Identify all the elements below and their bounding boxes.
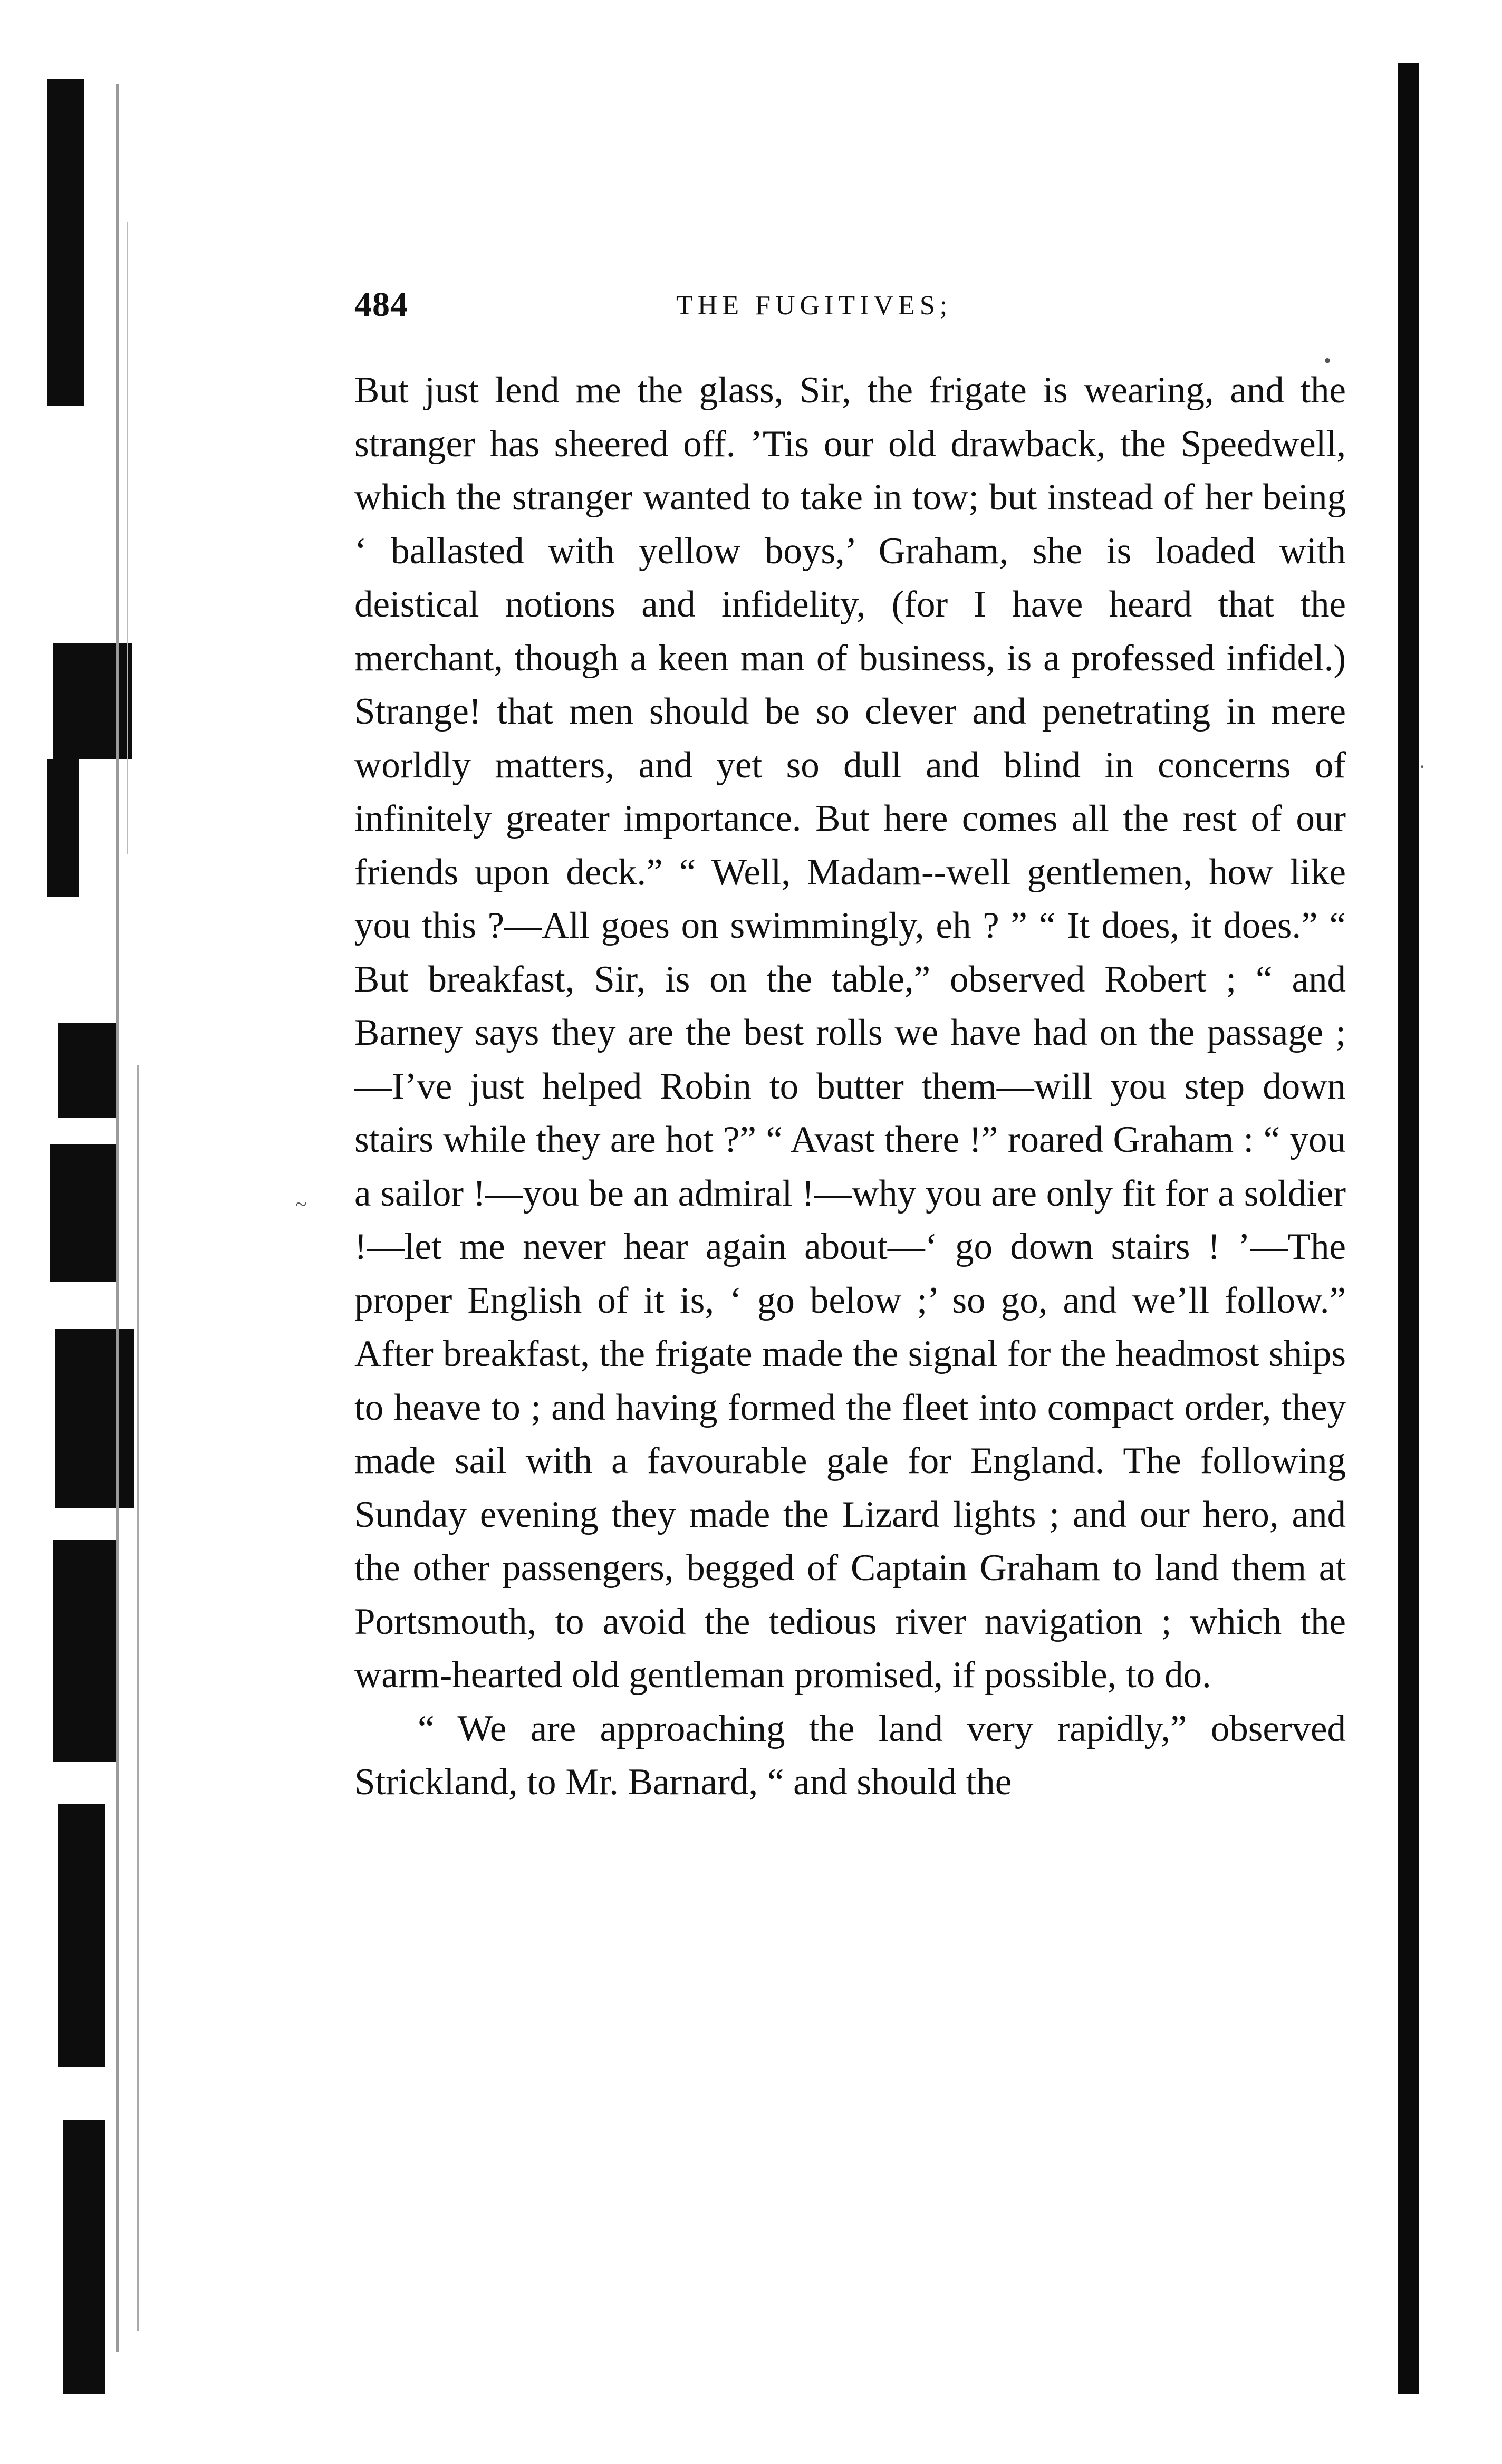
right-edge-bar xyxy=(1398,63,1419,2394)
page-number: 484 xyxy=(354,285,408,324)
scan-speck: · xyxy=(1419,755,1426,778)
page-body-text xyxy=(354,364,1346,1810)
scan-speck: ~ xyxy=(295,1192,307,1216)
page-header xyxy=(354,285,1356,338)
binding-gutter xyxy=(32,63,148,2405)
running-head: THE FUGITIVES; xyxy=(676,291,952,321)
scan-speck: • xyxy=(1324,349,1332,372)
paragraph: “ We are approaching the land very rapidly,” observed Strickland, to Mr. Barnard, “ and should the xyxy=(354,1708,1346,1803)
paragraph: But just lend me the glass, Sir, the frigate is wearing, and the stranger has sheered off. ’Tis our old drawback, the Speedwell, which the stranger wanted to take in tow; but instead of her being ‘ ballasted with yellow boys,’ Graham, she is loaded with deistical notions and infidelity, (for I have heard that the merchant, though a keen man of business, is a professed infidel.) Strange! that men should be so clever and penetrating in mere worldly matters, and yet so dull and blind in concerns of infinitely greater importance. But here comes all the rest of our friends upon deck.” “ Well, Madam--well gentlemen, how like you this ?—All goes on swimmingly, eh ? ” “ It does, it does.” “ But breakfast, Sir, is on the table,” observed Robert ; “ and Barney says they are the best rolls we have had on the passage ;—I’ve just helped Robin to butter them—will you step down stairs while they are hot ?” “ Avast there !” roared Graham : “ you a sailor !—you be an admiral !—why you are only fit for a soldier !—let me never hear again about—‘ go down stairs ! ’—The proper English of it is, ‘ go below ;’ so go, and we’ll follow.” After breakfast, the frigate made the signal for the headmost ships to heave to ; and having formed the fleet into compact order, they made sail with a favourable gale for England. The following Sunday evening they made the Lizard lights ; and our hero, and the other passengers, begged of Captain Graham to land them at Portsmouth, to avoid the tedious river navigation ; which the warm-hearted old gentleman promised, if possible, to do. xyxy=(354,370,1346,1696)
